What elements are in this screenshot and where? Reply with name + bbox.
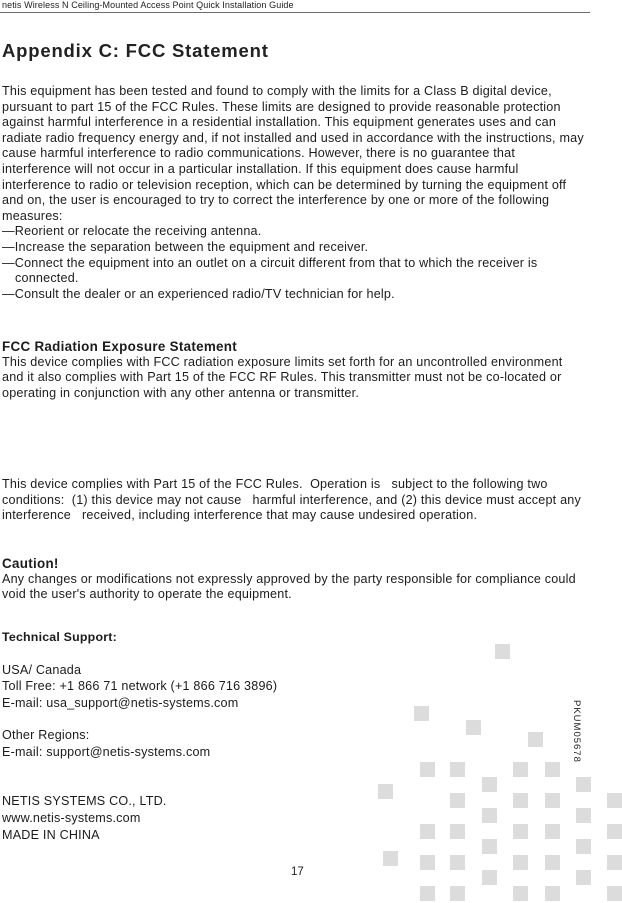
support-email-usa: E-mail: usa_support@netis-systems.com: [2, 695, 239, 710]
technical-support-section: [2, 629, 362, 761]
measure-item: —Increase the separation between the equipment and receiver.: [2, 239, 369, 254]
page-number: 17: [291, 866, 304, 878]
support-email-other: E-mail: support@netis-systems.com: [2, 744, 211, 759]
document-code: PKUM05678: [571, 700, 582, 763]
part15-paragraph: This device complies with Part 15 of the FCC Rules. Operation is subject to the following two conditions: (1) this device may not cause harmful interference, and (2) this device must accept any interference received, including interference that may cause undesired operation.: [2, 477, 585, 523]
support-region-other: Other Regions:: [2, 728, 90, 743]
radiation-paragraph: This device complies with FCC radiation exposure limits set forth for an uncontrolled environment and it also complies with Part 15 of the FCC RF Rules. This transmitter must not be co-located or operating in conjunction with any other antenna or transmitter.: [2, 354, 563, 400]
measure-item: —Consult the dealer or an experienced radio/TV technician for help.: [2, 286, 395, 301]
appendix-title: Appendix C: FCC Statement: [2, 40, 269, 61]
caution-heading: Caution!: [2, 556, 59, 571]
fcc-statement-section: [2, 84, 587, 302]
support-toll-free: Toll Free: +1 866 71 network (+1 866 716 3896): [2, 679, 278, 694]
company-section: [2, 793, 302, 843]
caution-section: [2, 556, 587, 603]
measure-item: —Connect the equipment into an outlet on a circuit different from that to which the receiver is connected.: [2, 255, 538, 286]
measures-list: [2, 224, 587, 302]
technical-support-heading: Technical Support:: [2, 630, 117, 644]
radiation-exposure-section: [2, 339, 587, 401]
caution-paragraph: Any changes or modifications not expressly approved by the party responsible for compliance could void the user's authority to operate the equipment.: [2, 571, 576, 602]
header-divider: [0, 12, 590, 13]
fcc-intro-paragraph: This equipment has been tested and found to comply with the limits for a Class B digital device, pursuant to part 15 of the FCC Rules. These limits are designed to provide reasonable protection against harmful interference in a residential installation. This equipment generates uses and can radiate radio frequency energy and, if not installed and used in accordance with the instructions, may cause harmful interference to radio communications. However, there is no guarantee that interference will not occur in a particular installation. If this equipment does cause harmful interference to radio or television reception, which can be determined by turning the equipment off and on, the user is encouraged to try to correct the interference by one or more of the following measures:: [2, 84, 584, 223]
company-website: www.netis-systems.com: [2, 810, 141, 825]
support-region-usa: USA/ Canada: [2, 662, 82, 677]
part15-section: [2, 477, 592, 524]
radiation-heading: FCC Radiation Exposure Statement: [2, 339, 238, 354]
running-header: netis Wireless N Ceiling-Mounted Access Point Quick Installation Guide: [2, 0, 294, 10]
company-origin: MADE IN CHINA: [2, 827, 100, 842]
measure-item: —Reorient or relocate the receiving antenna.: [2, 224, 262, 239]
company-name: NETIS SYSTEMS CO., LTD.: [2, 794, 167, 808]
